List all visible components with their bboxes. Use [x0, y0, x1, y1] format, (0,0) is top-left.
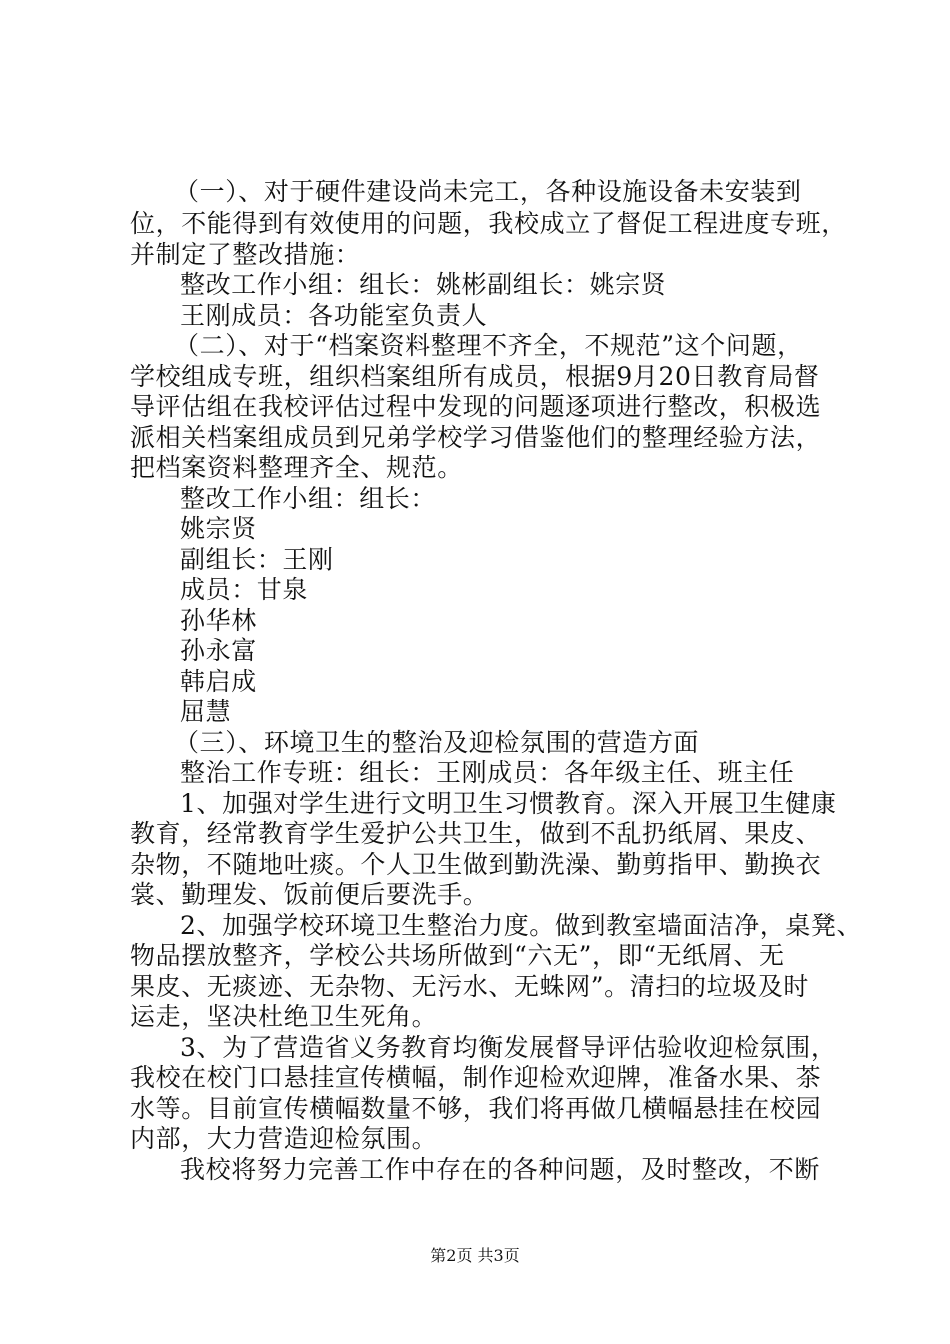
text-line-30: 我校在校门口悬挂宣传横幅，制作迎检欢迎牌，准备水果、茶 [130, 1063, 822, 1092]
text-line-4: 整改工作小组：组长：姚彬副组长：姚宗贤 [180, 270, 667, 299]
page-footer: 第2页 共3页 [430, 1246, 520, 1265]
text-line-22: 教育，经常教育学生爱护公共卫生，做到不乱扔纸屑、果皮、 [130, 819, 822, 848]
text-line-32: 内部，大力营造迎检氛围。 [130, 1124, 438, 1153]
text-line-16: 孙永富 [180, 636, 257, 665]
text-line-18: 屈慧 [180, 697, 232, 726]
text-line-26: 物品摆放整齐，学校公共场所做到“六无”，即“无纸屑、无 [130, 941, 785, 970]
text-line-19: （三）、环境卫生的整治及迎检氛围的营造方面 [174, 728, 700, 757]
text-line-15: 孙华林 [180, 606, 257, 635]
text-line-21: 1、加强对学生进行文明卫生习惯教育。深入开展卫生健康 [180, 789, 837, 818]
text-line-1: （一）、对于硬件建设尚未完工，各种设施设备未安装到 [174, 177, 802, 206]
text-line-17: 韩启成 [180, 667, 257, 696]
text-line-20: 整治工作专班：组长：王刚成员：各年级主任、班主任 [180, 758, 795, 787]
text-line-11: 整改工作小组：组长： [180, 484, 437, 513]
text-line-14: 成员：甘泉 [180, 575, 309, 604]
text-line-27: 果皮、无痰迹、无杂物、无污水、无蛛网”。清扫的垃圾及时 [130, 972, 809, 1001]
text-line-2: 位，不能得到有效使用的问题，我校成立了督促工程进度专班， [130, 209, 847, 238]
text-line-9: 派相关档案组成员到兄弟学校学习借鉴他们的整理经验方法， [130, 423, 822, 452]
text-line-23: 杂物，不随地吐痰。个人卫生做到勤洗澡、勤剪指甲、勤换衣 [130, 850, 822, 879]
text-line-5: 王刚成员：各功能室负责人 [180, 301, 488, 330]
text-line-24: 裳、勤理发、饭前便后要洗手。 [130, 880, 489, 909]
text-line-7: 学校组成专班，组织档案组所有成员，根据9月20日教育局督 [130, 362, 820, 391]
text-line-3: 并制定了整改措施： [130, 240, 361, 269]
text-line-13: 副组长：王刚 [180, 545, 334, 574]
text-line-33: 我校将努力完善工作中存在的各种问题，及时整改，不断 [180, 1155, 821, 1184]
text-line-29: 3、为了营造省义务教育均衡发展督导评估验收迎检氛围， [180, 1033, 837, 1062]
text-line-31: 水等。目前宣传横幅数量不够，我们将再做几横幅悬挂在校园 [130, 1094, 822, 1123]
text-line-28: 运走，坚决杜绝卫生死角。 [130, 1002, 438, 1031]
text-line-12: 姚宗贤 [180, 514, 257, 543]
text-line-10: 把档案资料整理齐全、规范。 [130, 453, 463, 482]
text-line-8: 导评估组在我校评估过程中发现的问题逐项进行整改，积极选 [130, 392, 822, 421]
text-line-6: （二）、对于“档案资料整理不齐全，不规范”这个问题， [174, 331, 803, 360]
text-line-25: 2、加强学校环境卫生整治力度。做到教室墙面洁净，桌凳、 [180, 911, 863, 940]
